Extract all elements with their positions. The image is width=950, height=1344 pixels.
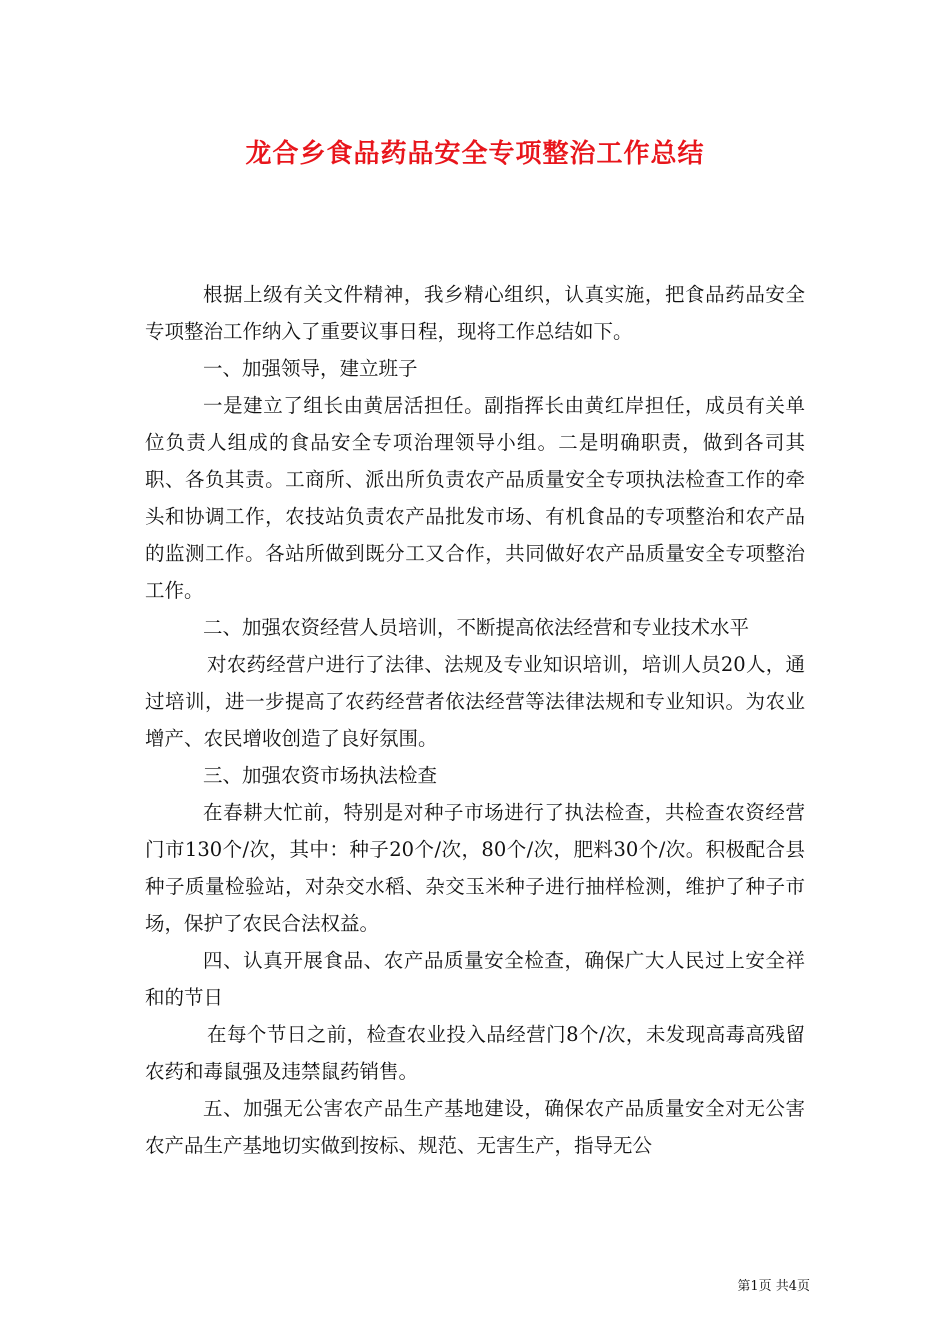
paragraph-intro: 根据上级有关文件精神，我乡精心组织，认真实施，把食品药品安全专项整治工作纳入了重要议事日程，现将工作总结如下。 (145, 283, 805, 343)
document-body (145, 276, 805, 1164)
paragraph-section-1: 一是建立了组长由黄居活担任。副指挥长由黄红岸担任，成员有关单位负责人组成的食品安全专项治理领导小组。二是明确职责，做到各司其职、各负其责。工商所、派出所负责农产品质量安全专项执法检查工作的牵头和协调工作，农技站负责农产品批发市场、有机食品的专项整治和农产品的监测工作。各站所做到既分工又合作，共同做好农产品质量安全专项整治工作。 (145, 394, 805, 602)
paragraph-section-4: 在每个节日之前，检查农业投入品经营门8个/次，未发现高毒高残留农药和毒鼠强及违禁鼠药销售。 (145, 1023, 805, 1083)
paragraph-section-2: 对农药经营户进行了法律、法规及专业知识培训，培训人员20人，通过培训，进一步提高了农药经营者依法经营等法律法规和专业知识。为农业增产、农民增收创造了良好氛围。 (145, 653, 805, 750)
section-heading-2: 二、加强农资经营人员培训，不断提高依法经营和专业技术水平 (203, 616, 750, 639)
section-heading-5: 五、加强无公害农产品生产基地建设，确保农产品质量安全对无公害农产品生产基地切实做到按标、规范、无害生产，指导无公 (145, 1097, 805, 1157)
page-number: 第1页 共4页 (737, 1279, 810, 1294)
section-heading-3: 三、加强农资市场执法检查 (203, 764, 438, 787)
section-heading-4: 四、认真开展食品、农产品质量安全检查，确保广大人民过上安全祥和的节日 (145, 949, 805, 1009)
section-heading-1: 一、加强领导，建立班子 (203, 357, 418, 380)
paragraph-section-3: 在春耕大忙前，特别是对种子市场进行了执法检查，共检查农资经营门市130个/次，其中：种子20个/次，80个/次，肥料30个/次。积极配合县种子质量检验站，对杂交水稻、杂交玉米种子进行抽样检测，维护了种子市场，保护了农民合法权益。 (145, 801, 805, 935)
document-title: 龙合乡食品药品安全专项整治工作总结 (245, 139, 705, 169)
